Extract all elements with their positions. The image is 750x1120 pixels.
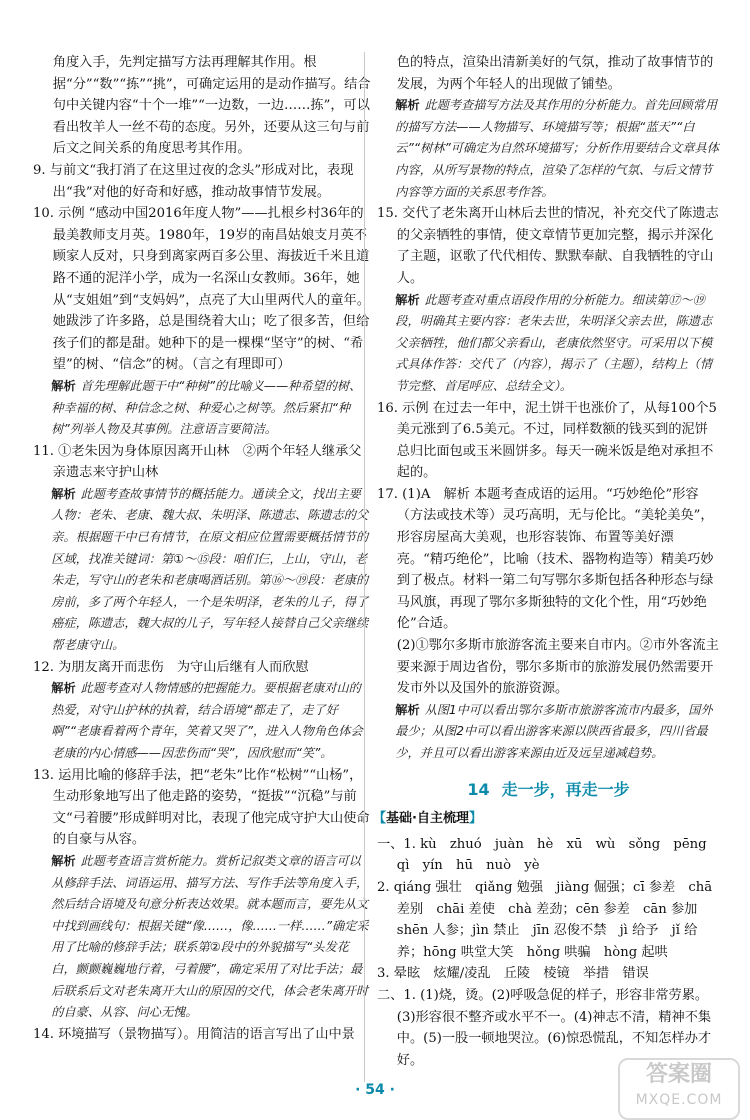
left-analysis [33,376,373,441]
analysis-text: 此题考查对人物情感的把握能力。要根据老康对山的热爱，对守山护林的执着，结合语境“都走了，走了好啊”“老康看着两个青年，笑着又哭了”，进入人物角色体会老康的内心情感——因悲伤而“哭”，因欣慰而“笑”。 [51,681,363,760]
right-continuation: 色的特点，渲染出清新美好的气氛，推动了故事情节的发展，为两个年轻人的出现做了铺垫。 [396,55,714,92]
watermark-logo [618,1058,740,1120]
basic-answer: 一、1. kù zhuó juàn hè xū wù sǒng pēng qì yín hū nuò yè [377,836,720,874]
right-answer: 17. (1)A 解析 本题考查成语的运用。“巧妙绝伦”形容（方法或技术等）灵巧高明，无与伦比。“美轮美奂”，形容房屋高大美观，也形容装饰、布置等美好漂亮。“精巧绝伦”，比喻（技术、器物构造等）精美巧妙到了极点。材料一第二句写鄂尔多斯包括各种形态与绿马风旗，再现了鄂尔多斯独特的文化个性，用“巧妙绝伦”合适。 [377,486,714,632]
basic-answers [377,834,720,1072]
lesson-title [377,779,720,801]
analysis-tag: 解析 [51,853,76,868]
analysis-text: 从图1中可以看出鄂尔多斯市旅游客流市内最多，国外最少；从图2中可以看出游客来源以陕西省最多，四川省最少，并且可以看出游客来源由近及远呈递减趋势。 [395,702,713,760]
analysis-text: 此题考查描写方法及其作用的分析能力。首先回顾常用的描写方法——人物描写、环境描写等；根据“蓝天”“白云”“树林”可确定为自然环境描写；分析作用要结合文章具体内容，从所写景物的特点，渲染了怎样的气氛、与后文情节内容等方面的关系思考作答。 [395,98,719,199]
right-answer: 16. 示例 在过去一年中，泥土饼干也涨价了，从每100个5美元涨到了6.5美元。不过，同样数额的钱买到的泥饼总归比面包或玉米圆饼多。每天一碗米饭是绝对承担不起的。 [377,400,717,481]
page-number: · 54 · [355,1082,395,1098]
right-analysis [377,700,720,765]
basic-answer: 2. qiáng 强壮 qiǎng 勉强 jiàng 倔强；cī 参差 chā 差别 chāi 差使 chà 差劲；cēn 参差 cān 参加 shēn 人参；jìn 禁止 jīn 忍俊不禁 jì 给予 jǐ 给养；hōng 哄堂大笑 hǒng 哄骗 hòng 起哄 [377,879,713,960]
analysis-text: 此题考查对重点语段作用的分析能力。细读第⑰～⑲段，明确其主要内容：老朱去世，朱明泽父亲去世，陈遗志父亲牺牲，他们都父亲看山，老康依然坚守。可采用以下模式具体作答：交代了（内容），揭示了（主题），结构上（情节完整、首尾呼应、总结全文）。 [395,292,713,393]
left-analysis [33,678,373,764]
left-answer: 13. 运用比喻的修辞手法，把“老朱”比作“松树”“山杨”，生动形象地写出了他走路的姿势，“挺拔”“沉稳”与前文“弓着腰”形成鲜明对比，表现了他完成守护大山使命的自豪与从容。 [33,767,370,848]
analysis-tag: 解析 [51,378,76,393]
analysis-tag: 解析 [395,292,420,307]
watermark-line1: 答案圈 [645,1062,712,1087]
left-answer: 10. 示例 “感动中国2016年度人物”——扎根乡村36年的最美教师支月英。1980年，19岁的南昌姑娘支月英不顾家人反对，只身到离家两百多公里、海拔近千米且道路不通的泥洋小学，成为一名深山女教师。36年，她从“支姐姐”到“支妈妈”，点亮了大山里两代人的童年。她跋涉了许多路，总是围绕着大山；吃了很多苦，但给孩子们的都是甜。她种下的是一棵棵“坚守”的树、“希望”的树、“信念”的树。（言之有理即可） [33,206,370,373]
analysis-tag: 解析 [51,486,76,501]
analysis-tag: 解析 [395,702,420,717]
basic-answer: 3. 晕眩 炫耀/凌乱 丘陵 棱镜 举措 错误 [377,966,649,982]
section-heading: 【基础·自主梳理】 [373,811,482,827]
analysis-text: 此题考查语言赏析能力。赏析记叙类文章的语言可以从修辞手法、词语运用、描写方法、写作手法等角度入手，然后结合语境及句意分析表达效果。就本题而言，要先从文中找到画线句：根据关键“像……，像……一样……”确定采用了比喻的修辞手法；联系第②段中的外貌描写“头发花白，颤颤巍巍地行着，弓着腰”，确定采用了对比手法；最后联系后文对老朱离开大山的原因的交代，体会老朱离开时的自豪、从容、问心无愧。 [51,853,369,1020]
analysis-text: 此题考查故事情节的概括能力。通读全文，找出主要人物：老朱、老康、魏大叔、朱明泽、陈遗志、陈遗志的父亲。根据题干中已有情节，在原文相应位置需要概括情节的区域，找准关键词：第①～⑮段：咱们仨，上山，守山，老朱走，写守山的老朱和老康喝酒话别。第⑯～⑲段：老康的房前，多了两个年轻人，一个是朱明泽，老朱的儿子，得了癌症，陈遗志，魏大叔的儿子，写年轻人接替自己父亲继续帮老康守山。 [51,486,369,653]
basic-answer: 二、1. (1)烧，烫。(2)呼吸急促的样子，形容非常劳累。(3)形容很不整齐或水平不一。(4)神志不清，精神不集中。(5)一股一顿地哭泣。(6)惊恐慌乱，不知怎样办才好。 [377,987,712,1068]
right-analysis [377,290,720,398]
left-answer: 9. 与前文“我打消了在这里过夜的念头”形成对比，表现出“我”对他的好奇和好感，推动故事情节发展。 [33,162,354,200]
lesson-number: 14 [467,779,490,799]
right-answer: 15. 交代了老朱离开山林后去世的情况，补充交代了陈遗志的父亲牺牲的事情，使文章情节更加完整，揭示并深化了主题，讴歌了代代相传、默默奉献、自我牺牲的守山人。 [377,206,719,286]
left-answer: 14. 环境描写（景物描写）。用简洁的语言写出了山中景 [33,1026,355,1042]
right-column [373,52,720,1071]
analysis-tag: 解析 [51,681,76,696]
right-analysis [377,95,720,203]
left-column [33,52,373,1045]
answers-continued [377,52,720,765]
watermark-line2: MXQE.COM [635,1092,723,1108]
right-continuation: (2)①鄂尔多斯市旅游客流主要来自市内。②市外客流主要来源于周边省份，鄂尔多斯市的旅游发展仍然需要开发市外以及国外的旅游资源。 [396,638,719,697]
column-divider [364,52,365,1082]
section-label: 基础·自主梳理 [386,811,469,827]
analysis-text: 首先理解此题干中“种树”的比喻义——种希望的树、种幸福的树、种信念之树、种爱心之树等。然后紧扣“种树”列举人物及其事例。注意语言要简洁。 [51,378,362,437]
left-continuation: 角度入手，先判定描写方法再理解其作用。根据“分”“数”“拣”“挑”，可确定运用的是动作描写。结合句中关键内容“十个一堆”“一边数，一边……拣”，可以看出牧羊人一丝不苟的态度。另外，还要从这三句与前后文之间关系的角度思考其作用。 [52,55,371,157]
left-answer: 12. 为朋友离开而悲伤 为守山后继有人而欣慰 [33,659,309,675]
left-analysis [33,484,373,657]
analysis-tag: 解析 [395,98,420,113]
left-analysis [33,851,373,1024]
lesson-name: 走一步，再走一步 [501,779,630,799]
left-answer: 11. ①老朱因为身体原因离开山林 ②两个年轻人继承父亲遗志来守护山林 [33,443,362,481]
